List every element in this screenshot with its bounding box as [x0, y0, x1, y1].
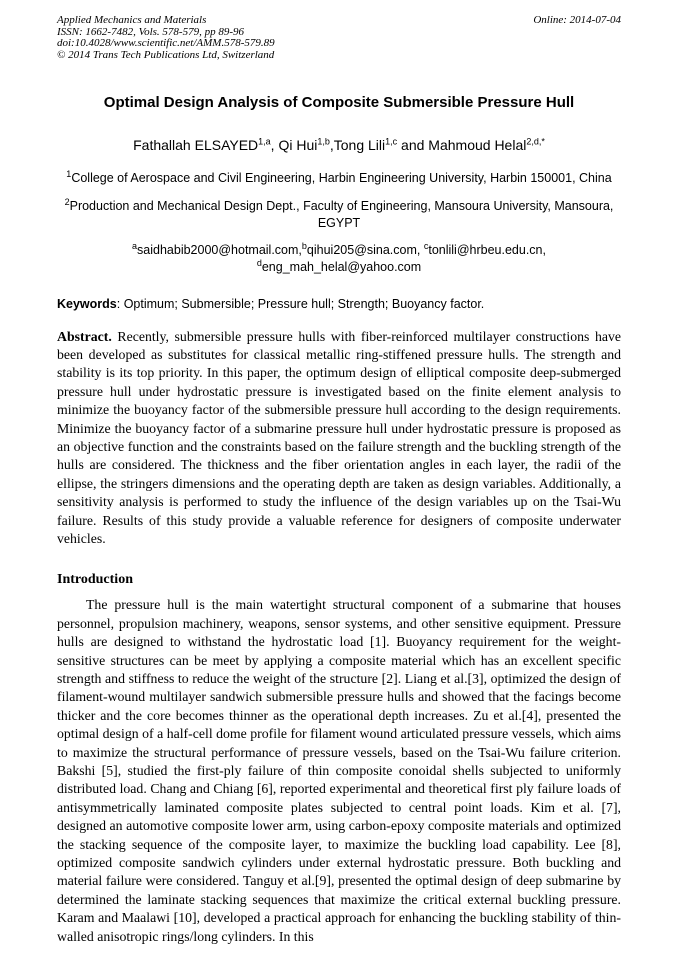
keywords-line: [57, 296, 621, 312]
affiliation-sup: 2: [64, 196, 70, 207]
keywords-label: Keywords: [57, 296, 117, 311]
doi-line: doi:10.4028/www.scientific.net/AMM.578-579.89: [57, 37, 275, 49]
email-address: qihui205@sina.com,: [306, 242, 424, 257]
author-sup: 1,b: [317, 136, 330, 147]
journal-header-left: [57, 15, 275, 61]
abstract-paragraph: [57, 328, 621, 549]
author-name: Qi Hui: [278, 137, 318, 153]
email-sup: b: [301, 240, 307, 251]
online-date: Online: 2014-07-04: [533, 14, 621, 26]
email-sup: c: [423, 240, 429, 251]
author-separator: ,: [329, 137, 334, 153]
author-emails: [57, 242, 621, 277]
author-separator: and: [397, 137, 429, 153]
author-name: Mahmoud Helal: [428, 137, 527, 153]
author-sup: 1,a: [258, 136, 271, 147]
abstract-label: Abstract.: [57, 328, 112, 344]
journal-header: [57, 15, 621, 61]
affiliation-sup: 1: [66, 168, 72, 179]
email-address: saidhabib2000@hotmail.com,: [137, 242, 302, 257]
copyright-line: © 2014 Trans Tech Publications Ltd, Switzerland: [57, 48, 275, 61]
paper-title: Optimal Design Analysis of Composite Submersible Pressure Hull: [103, 94, 575, 111]
affiliation-text: College of Aerospace and Civil Engineering, Harbin Engineering University, Harbin 150001, China: [71, 171, 612, 185]
author-sup: 2,d,*: [526, 136, 545, 147]
emails-line-1: [57, 242, 621, 260]
issn-line: ISSN: 1662-7482, Vols. 578-579, pp 89-96: [57, 25, 244, 38]
author-sup: 1,c: [385, 136, 398, 147]
emails-line-2: [57, 259, 621, 277]
author-name: Fathallah ELSAYED: [133, 137, 259, 153]
affiliation-2: [57, 198, 621, 233]
authors-line: [57, 137, 621, 153]
affiliation-text: Production and Mechanical Design Dept., Faculty of Engineering, Mansoura University, Mansoura, EGYPT: [69, 198, 614, 230]
email-sup: d: [256, 257, 262, 268]
email-address: tonlili@hrbeu.edu.cn,: [428, 242, 546, 257]
affiliation-1: [57, 170, 621, 188]
journal-name: Applied Mechanics and Materials: [57, 14, 207, 26]
author-name: Tong Lili: [333, 137, 386, 153]
author-separator: ,: [270, 137, 279, 153]
email-sup: a: [132, 240, 138, 251]
email-address: eng_mah_helal@yahoo.com: [261, 260, 422, 274]
introduction-paragraph: The pressure hull is the main watertight structural component of a submarine that houses personnel, propulsion machinery, weapons, sensor systems, and other sensitive equipment. Pressure hulls are designed to withstand the hydrostatic load [1]. Buoyancy requirement for the weight-sensitive structures can be meet by applying a composite material which has an excellent specific strength and stiffness to reduce the weight of the structure [2]. Liang et al.[3], optimized the design of filament-wound multilayer sandwich submersible pressure hulls and showed that the facings become thicker and the core becomes thinner as the operational depth increases. Zu et al.[4], presented the optimal design of a half-cell dome profile for filament wound articulated pressure vessels, which aims to maximize the structural performance of pressure vessels, based on the Tsai-Wu failure criterion. Bakshi [5], studied the first-ply failure of thin composite conoidal shells subjected to uniformly distributed load. Chang and Chiang [6], reported experimental and theoretical first ply failure loads of antisymmetrically laminated composite plates subjected to central point loads. Kim et al. [7], designed an automotive composite lower arm, using carbon-epoxy composite materials and optimized the stacking sequence of the composite layer, to maximize the buckling load capability. Lee [8], optimized composite sandwich cylinders under external hydrostatic pressure. Both buckling and material failure were considered. Tanguy et al.[9], presented the optimal design of deep submarine by determined the laminate stacking sequences that maximize the critical external buckling pressure. Karam and Maalawi [10], developed a practical approach for enhancing the buckling stability of thin-walled anisotropic rings/long cylinders. In this: [57, 597, 621, 944]
keywords-text: : Optimum; Submersible; Pressure hull; Strength; Buoyancy factor.: [116, 296, 485, 311]
abstract-text: Recently, submersible pressure hulls with fiber-reinforced multilayer constructions have been developed as substitutes for classical metallic ring-stiffened pressure hulls. The strength and stability is its top priority. In this paper, the optimum design of elliptical composite deep-submerged pressure hull under hydrostatic pressure is investigated based on the finite element analysis to minimize the buoyancy factor of the submersible pressure hull according to the design requirements. Minimize the buoyancy factor of a submarine pressure hull under hydrostatic pressure is proposed as an objective function and the constraints based on the failure strength and the buckling strength of the hulls are considered. The thickness and the fiber orientation angles in each layer, the radii of the ellipse, the stringers dimensions and the operating depth are taken as design variables. Additionally, a sensitivity analysis is performed to study the influence of the design variables up on the Tsai-Wu failure. Results of this study provide a valuable reference for designers of composite underwater vehicles.: [57, 328, 621, 546]
introduction-heading: Introduction: [57, 572, 133, 588]
